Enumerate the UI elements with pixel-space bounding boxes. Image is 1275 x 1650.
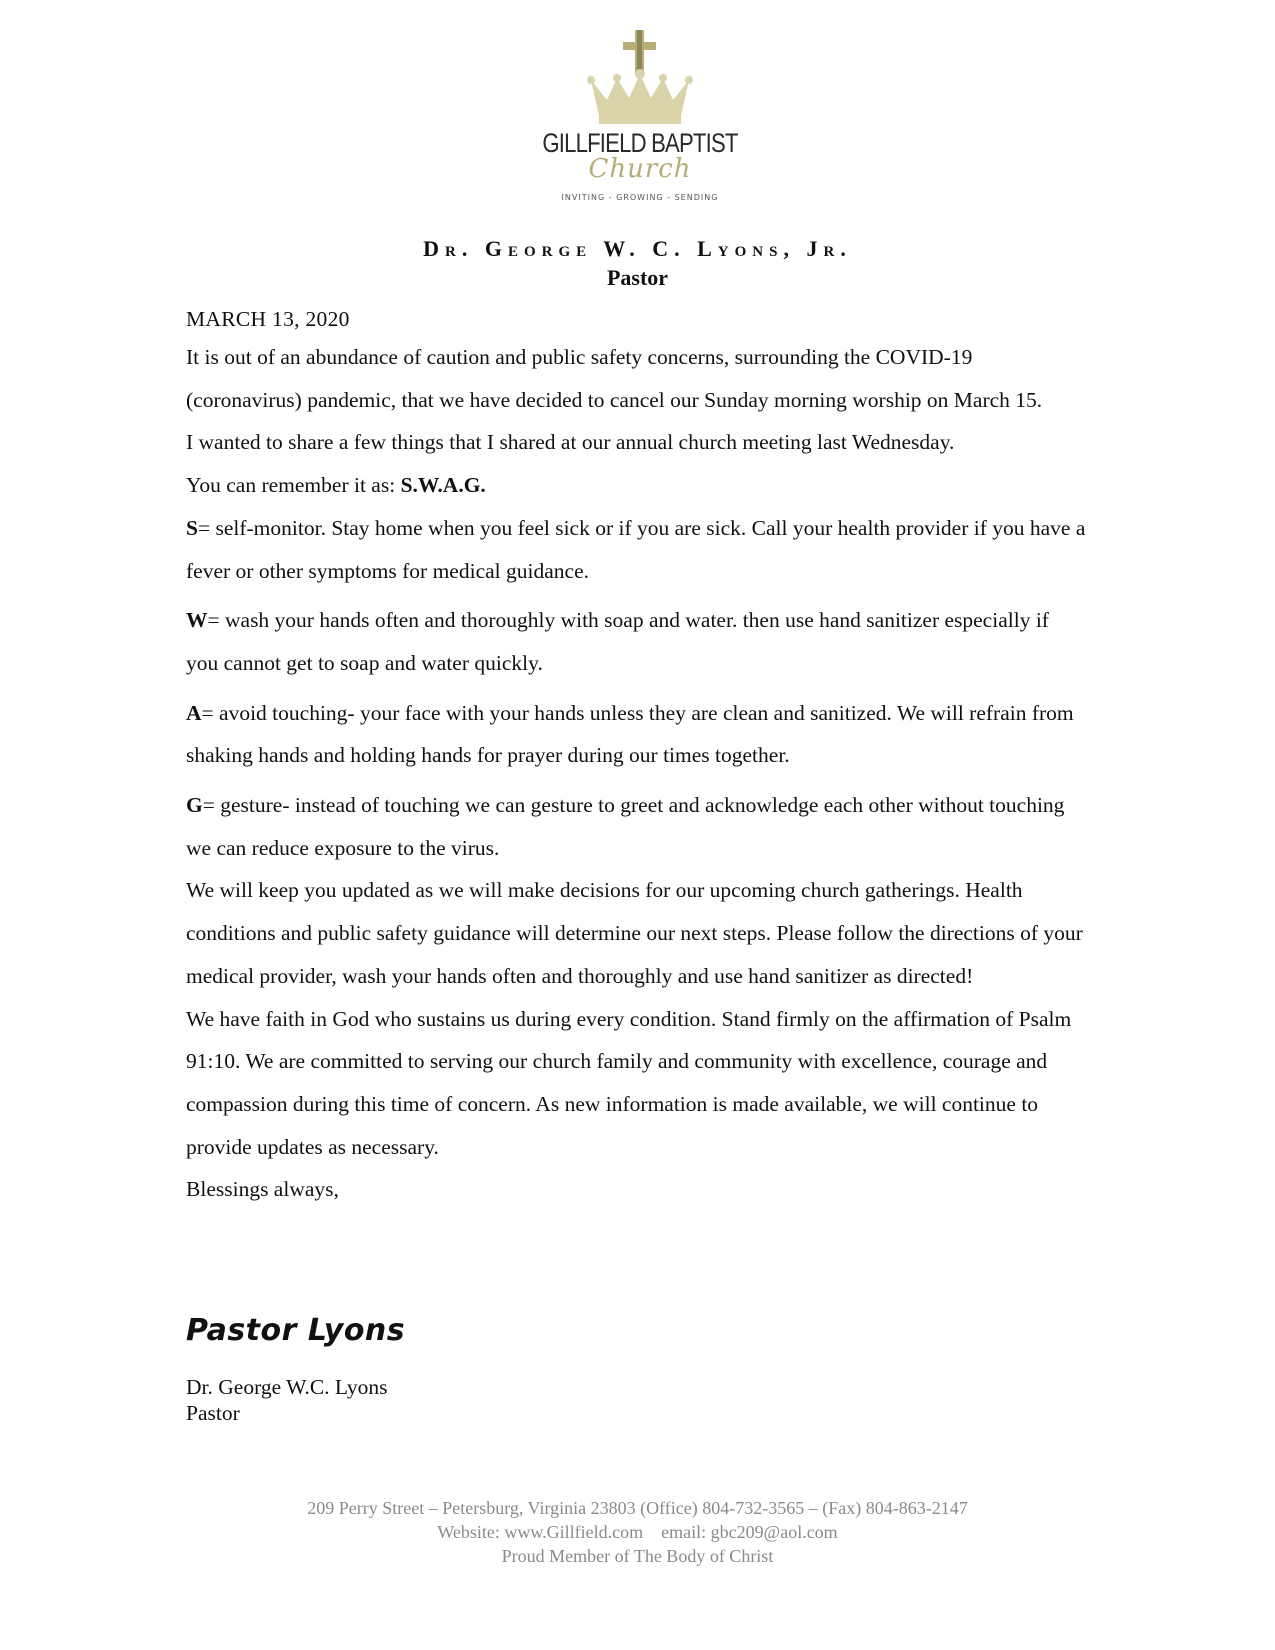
closing: Blessings always, xyxy=(186,1177,339,1202)
signer-name: Dr. George W.C. Lyons xyxy=(186,1375,388,1399)
letter-body xyxy=(186,302,1086,1211)
swag-letter: G xyxy=(186,793,203,818)
letter-date: MARCH 13, 2020 xyxy=(186,307,350,331)
handwritten-signature: Pastor Lyons xyxy=(186,1313,406,1348)
signer-title: Pastor xyxy=(186,1401,240,1425)
cross-and-crown-icon xyxy=(585,28,695,126)
swag-text: = wash your hands often and thoroughly with soap and water. then use hand sanitizer especially if you cannot get to soap and water quickly. xyxy=(186,608,1049,675)
swag-item-s xyxy=(186,507,1086,592)
swag-text: = gesture- instead of touching we can gesture to greet and acknowledge each other without touching we can reduce exposure to the virus. xyxy=(186,793,1065,860)
swag-intro-text: You can remember it as: xyxy=(186,473,401,498)
swag-item-g xyxy=(186,784,1086,869)
pastor-title-heading: Pastor xyxy=(606,265,669,290)
swag-acronym: S.W.A.G. xyxy=(400,473,486,498)
paragraph-faith: We have faith in God who sustains us during every condition. Stand firmly on the affirmation of Psalm 91:10. We are committed to serving our church family and community with excellence, courage and compassion during this time of concern. As new information is made available, we will continue to provide updates as necessary. xyxy=(186,1006,1072,1159)
swag-text: = self-monitor. Stay home when you feel sick or if you are sick. Call your health provider if you have a fever or other symptoms for medical guidance. xyxy=(186,515,1086,583)
footer-motto: Proud Member of The Body of Christ xyxy=(501,1546,774,1566)
footer-address: 209 Perry Street – Petersburg, Virginia 23803 (Office) 804-732-3565 – (Fax) 804-863-2147 xyxy=(307,1498,968,1518)
letter-footer xyxy=(0,1496,1275,1568)
paragraph-updates: We will keep you updated as we will make decisions for our upcoming church gatherings. Health conditions and public safety guidance will determine our next steps. Please follow the directions of your medical provider, wash your hands often and thoroughly and use hand sanitizer as directed! xyxy=(186,878,1083,988)
pastor-name-heading: Dr. George W. C. Lyons, Jr. xyxy=(423,236,852,261)
swag-item-a xyxy=(186,692,1086,777)
paragraph-swag-intro xyxy=(186,464,1086,507)
footer-website: Website: www.Gillfield.com xyxy=(437,1522,644,1542)
church-tagline: INVITING - GROWING - SENDING xyxy=(561,193,719,202)
church-script: Church xyxy=(588,154,692,184)
paragraph-cancellation: It is out of an abundance of caution and public safety concerns, surrounding the COVID-19 (coronavirus) pandemic, that we have decided to cancel our Sunday morning worship on March 15. xyxy=(186,345,1043,412)
swag-letter: A xyxy=(186,700,202,725)
footer-email: email: gbc209@aol.com xyxy=(661,1522,838,1542)
paragraph-annual-meeting: I wanted to share a few things that I shared at our annual church meeting last Wednesday. xyxy=(186,430,955,455)
swag-text: = avoid touching- your face with your hands unless they are clean and sanitized. We will refrain from shaking hands and holding hands for prayer during our times together. xyxy=(186,700,1074,768)
church-name: GILLFIELD BAPTIST xyxy=(542,128,738,158)
swag-letter: S xyxy=(186,515,198,540)
swag-letter: W xyxy=(186,608,208,633)
swag-item-w xyxy=(186,599,1086,684)
church-logo xyxy=(510,28,770,213)
footer-contact xyxy=(0,1520,1275,1544)
